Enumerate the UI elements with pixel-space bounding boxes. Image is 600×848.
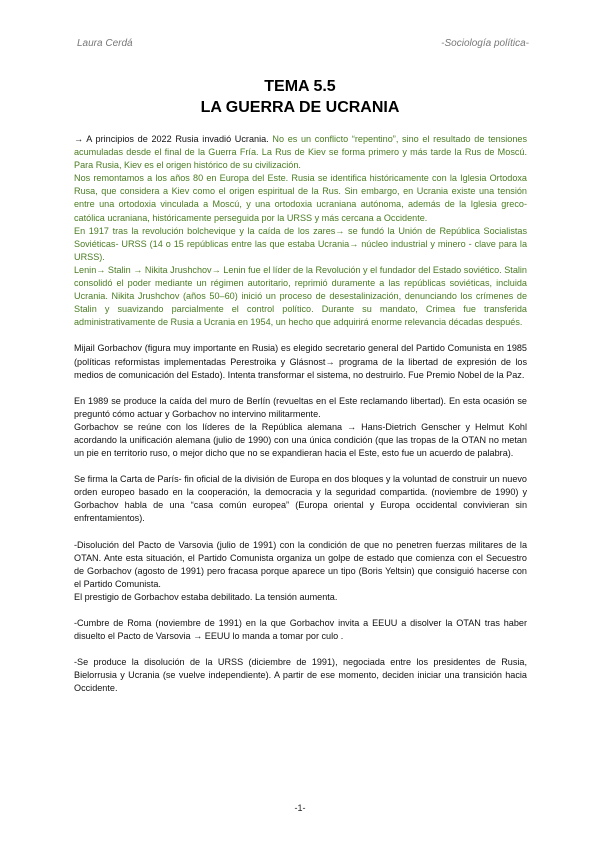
intro-rest: No es un conflicto “repentino”, sino el resultado de tensiones acumuladas desde el final de la Guerra Fría. La Rus de Kiev se forma primero y más tarde la Rus de Moscú. Para Rusia, Kiev es el origen histórico de su civilización. (74, 134, 528, 171)
paragraph-warsaw-pact: -Disolución del Pacto de Varsovia (julio de 1991) con la condición de que no penetren fuerzas militares de la OTAN. Ante esta situación, el Partido Comunista organiza un golpe de estado que comienza con el Secuestro de Gorbachov (agosto de 1991) pero fracasa porque aparece un tipo (Boris Yeltsin) que consiguió hacerse con el Partido Comunista. (74, 539, 527, 589)
paragraph-prestige: El prestigio de Gorbachov estaba debilitado. La tensión aumenta. (74, 591, 338, 602)
intro-lead: → A principios de 2022 Rusia invadió Ucrania. (74, 134, 269, 144)
paragraph-urss: En 1917 tras la revolución bolchevique y la caída de los zares→ se fundó la Unión de República Socialistas Soviéticas- URSS (14 o 15 repúblicas entre las que estaba Ucrania→ núcleo industrial y minero - clave para la URSS). (74, 225, 527, 262)
paragraph-rome-summit: -Cumbre de Roma (noviembre de 1991) en la que Gorbachov invita a EEUU a disolver la OTAN tras haber disuelto el Pacto de Varsovia → EEUU lo manda a tomar por culo . (74, 618, 527, 642)
document-title (0, 76, 600, 118)
paragraph-intro (74, 133, 527, 172)
page-number: -1- (294, 803, 306, 813)
paragraph-urss-dissolution: -Se produce la disolución de la URSS (diciembre de 1991), negociada entre los presidentes de Rusia, Bielorrusia y Ucrania (se vuelve independiente). A partir de ese momento, deciden iniciar una transición hacia Occidente. (74, 657, 527, 694)
paragraph-berlin-wall: En 1989 se produce la caída del muro de Berlín (revueltas en el Este reclamando libertad). En esta ocasión se preguntó cómo actuar y Gorbachov no intervino militarmente. (74, 395, 527, 419)
paragraph-german-unification: Gorbachov se reúne con los líderes de la República alemana → Hans-Dietrich Genscher y Helmut Kohl acordando la unificación alemana (julio de 1990) con una única condición (que las tropas de la OTAN no metan un pie en territorio ruso, o mejor dicho que no se expandieran hacia el Este, esto fue un acuerdo de palabra). (74, 421, 527, 459)
paragraph-leaders: Lenin→ Stalin → Nikita Jrushchov→ Lenin fue el líder de la Revolución y el fundador del Estado soviético. Stalin consolidó el poder mediante un régimen autoritario, reprimió duramente a las repúblicas soviéticas, incluida Ucrania. Nikita Jrushchov (años 50–60) inició un proceso de desestalinización, denunciando los crímenes de Stalin y suavizando parcialmente el control político. Durante su mandato, Crimea fue transferida administrativamente de Rusia a Ucrania en 1954, un hecho que adquirirá enorme relevancia décadas después. (74, 264, 527, 328)
paragraph-orthodoxy: Nos remontamos a los años 80 en Europa del Este. Rusia se identifica históricamente con la Iglesia Ortodoxa Rusa, que considera a Kiev como el origen espiritual de la Rus. Sin embargo, en Ucrania existe una tensión entre una ortodoxia vinculada a Moscú, y una ortodoxia ucraniana autónoma, además de la Iglesia greco-católica ucraniana, históricamente perseguida por la URSS y más cercana a Occidente. (74, 173, 527, 223)
topic-number: TEMA 5.5 (264, 78, 336, 95)
document-body (74, 133, 527, 695)
paragraph-paris-charter: Se firma la Carta de París- fin oficial de la división de Europa en dos bloques y la voluntad de construir un nuevo orden europeo basado en la cooperación, la democracia y la seguridad compartida. (noviembre de 1990) y Gorbachov habla de una “casa común europea” (Europa oriental y Europa occidental convivieran sin enfrentamientos). (74, 474, 527, 524)
paragraph-gorbachov: Mijail Gorbachov (figura muy importante en Rusia) es elegido secretario general del Partido Comunista en 1985 (políticas reformistas implementadas Perestroika y Glásnost→ programa de la libertad de expresión de los medios de comunicación del Estado). Intenta transformar el sistema, no destruirlo. Fue Premio Nobel de la Paz. (74, 343, 527, 380)
author-name: Laura Cerdá (77, 38, 133, 49)
subject-label: -Sociología política- (441, 38, 529, 49)
page-header (77, 38, 529, 49)
topic-title: LA GUERRA DE UCRANIA (200, 99, 400, 116)
